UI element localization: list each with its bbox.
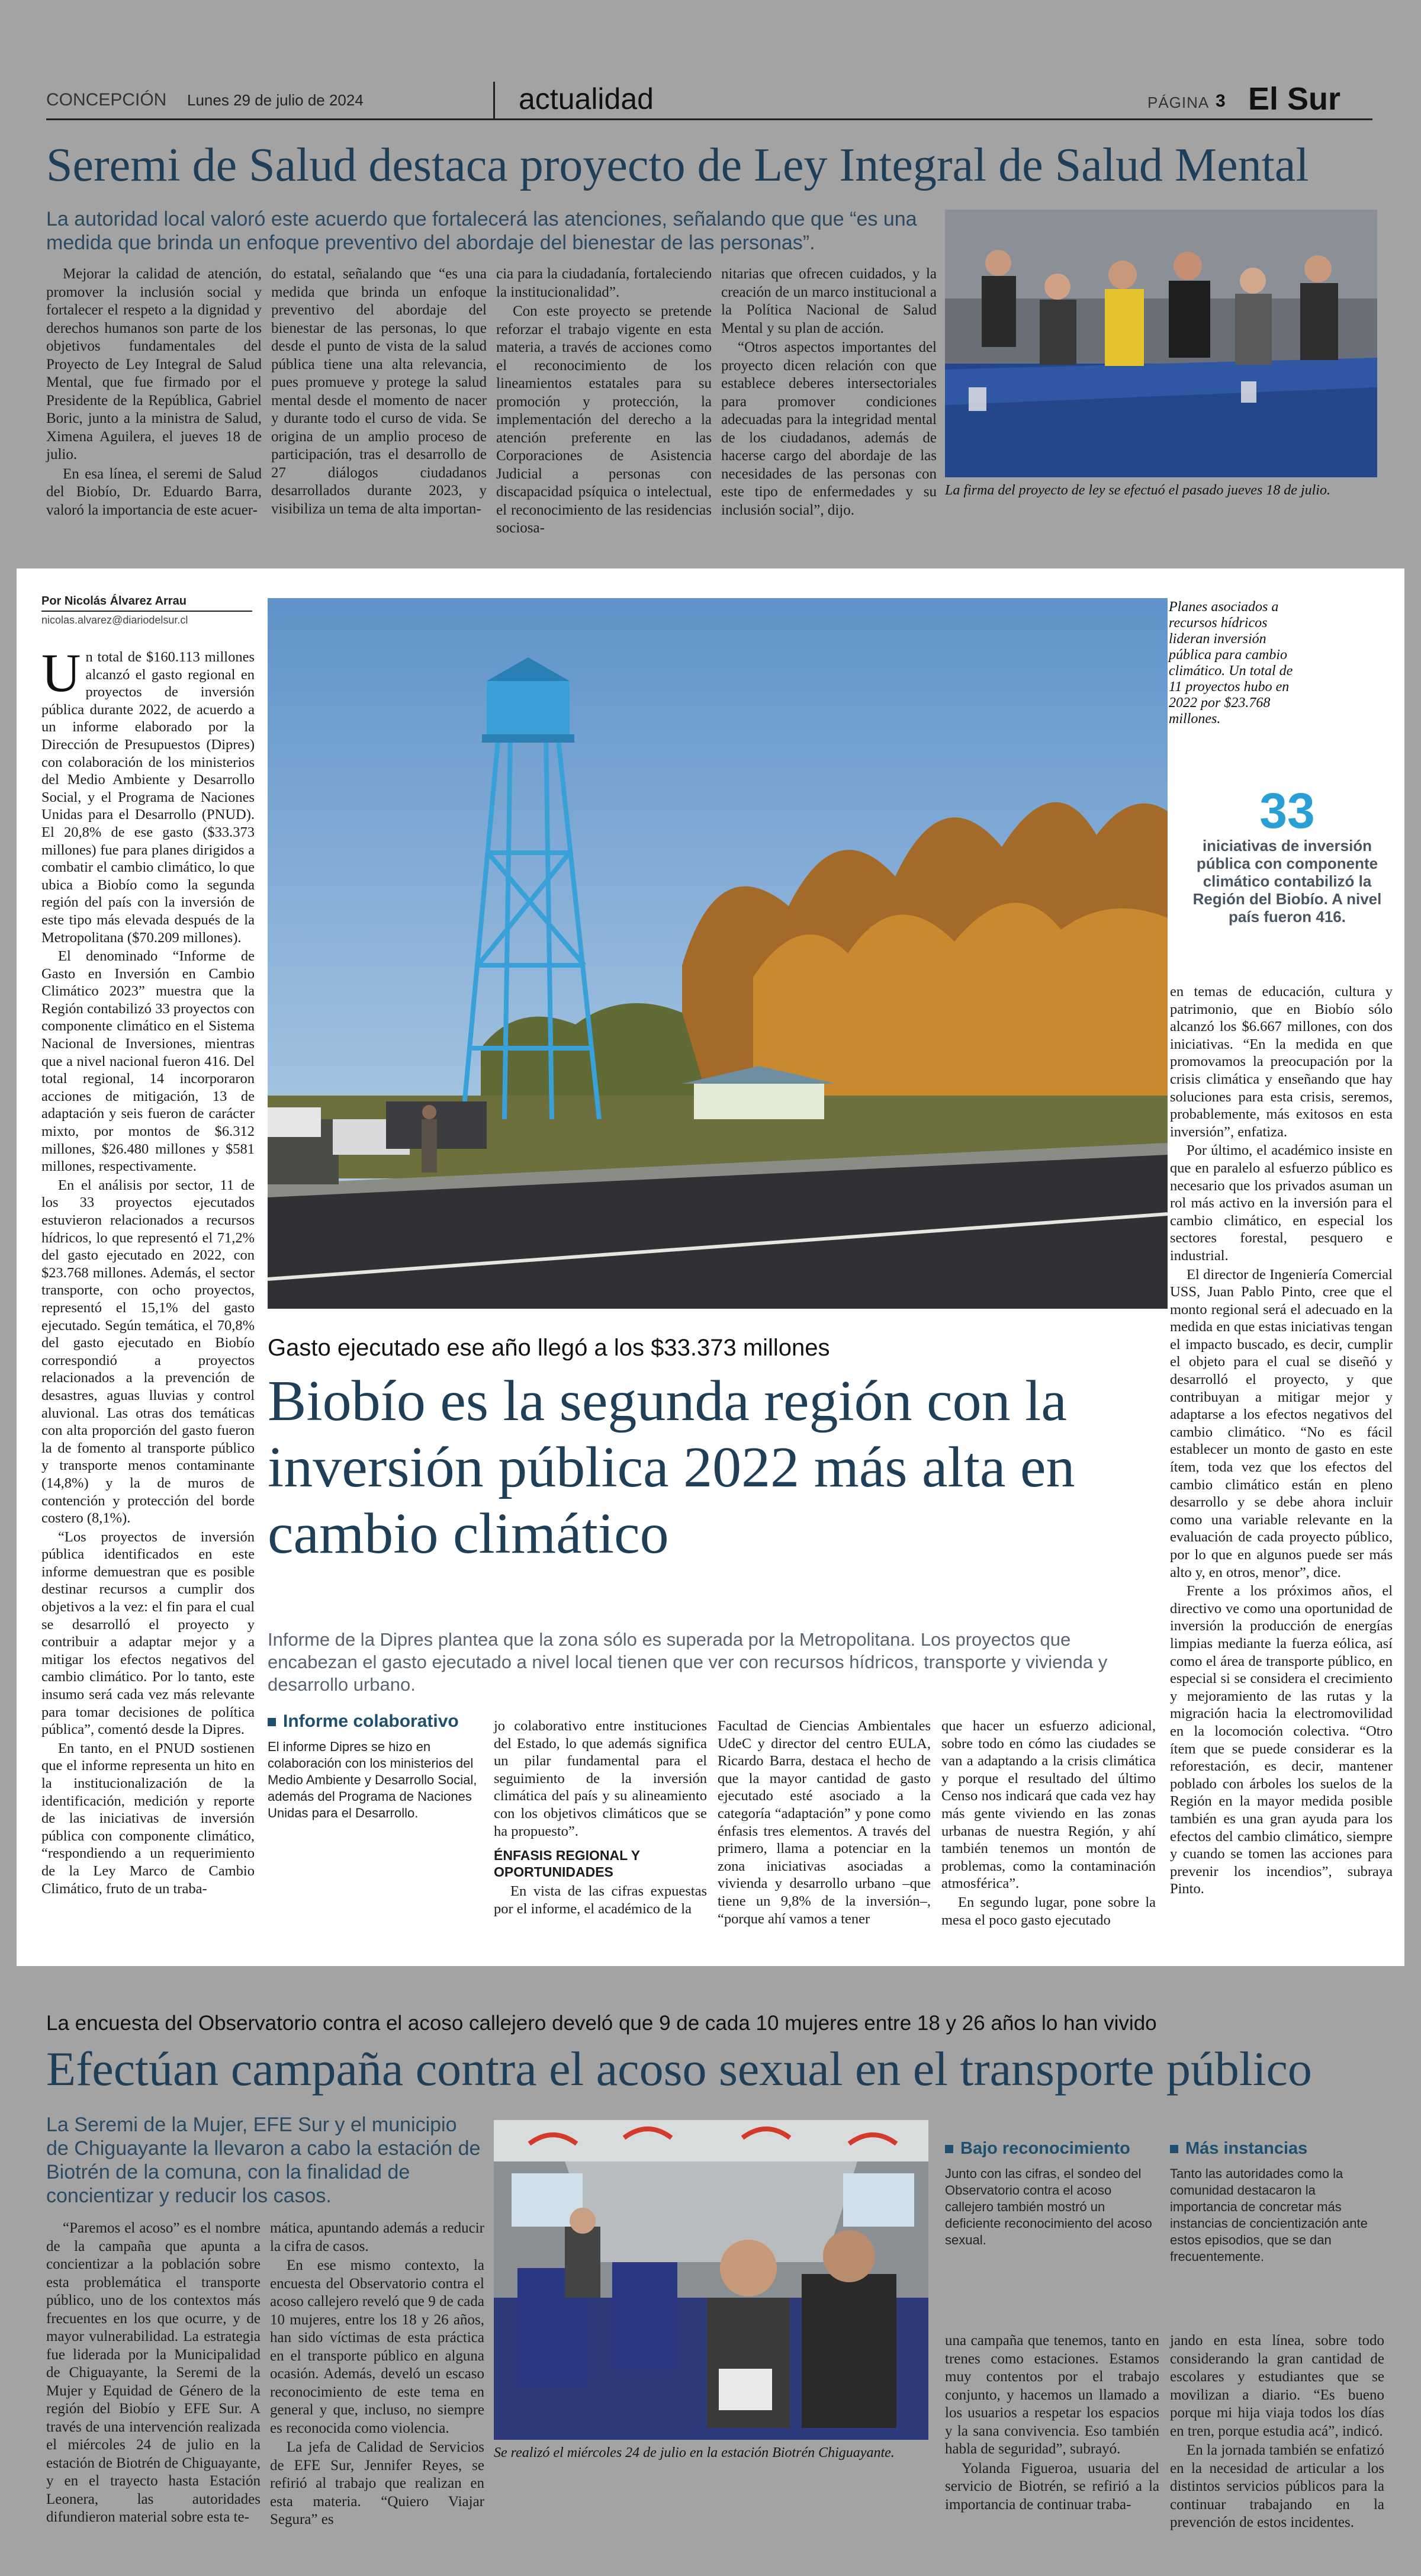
paragraph: En el análisis por sector, 11 de los 33 proyectos ejecutados estuvieron relacionados a recursos hídricos, lo que representó el 71,2% del gasto ejecutado en 2022, con $23.768 millones. Además, el sector transporte, con ocho proyectos, representó el 15,1% del gasto ejecutado. Según temática, el 70,8% del gasto ejecutado en Biobío correspondió a proyectos relacionados a la prevención de desastres, aguas lluvias y control aluvional. Las otras dos temáticas con alta proporción del gasto fueron la de fomento al transporte público y transporte menos contaminante (14,8%) y la de muros de contención y protección del borde costero (8,1%). xyxy=(41,1177,255,1527)
paragraph: jo colaborativo entre instituciones del Estado, lo que además significa un pilar fundamental para el seguimiento de la inversión climática del país y su alineamiento con los objetivos climáticos que se ha propuesto”. xyxy=(494,1718,707,1839)
paragraph-with-dropcap xyxy=(41,643,255,946)
paragraph: en temas de educación, cultura y patrimonio, que en Biobío sólo alcanzó los $6.667 millones, con dos iniciativas. “En la medida en que promovamos la preocupación por la crisis climática y enseñando que hay soluciones para esta crisis, seremos, probablemente, más exitosos en esta inversión”, enfatiza. xyxy=(1170,984,1393,1140)
info-box-title: Informe colaborativo xyxy=(283,1711,459,1731)
top-section xyxy=(0,0,1421,568)
paragraph: En tanto, en el PNUD sostienen que el informe representa un hito en la institucionalización de la identificación, medición y reporte de las iniciativas de inversión pública con componente climático, “respondiendo a un requerimiento de la Ley Marco de Cambio Climático, fruto de un traba- xyxy=(41,1740,255,1897)
paragraph: una campaña que tenemos, tanto en trenes como estaciones. Estamos muy contentos por el trabajo conjunto, y hacemos un llamado a los usuarios a respetar los espacios y la sana convivencia. Eso también habla de seguridad”, subrayó. xyxy=(945,2333,1159,2457)
water-tower-photo xyxy=(268,598,1168,1309)
paragraph: “Los proyectos de inversión pública identificados en este informe demuestran que es posible destinar recursos a cumplir dos objetivos a la vez: el fin para el cual se desarrolló el proyecto y contribuir a adaptar mejor y a mitigar los efectos negativos del cambio climático. Por lo tanto, este insumo será cada vez más relevante para tomar decisiones de política pública”, comentó desde la Dipres. xyxy=(41,1528,255,1738)
dropcap: U xyxy=(41,643,81,703)
masthead-city: CONCEPCIÓN xyxy=(46,90,167,110)
subheading: ÉNFASIS REGIONAL Y OPORTUNIDADES xyxy=(494,1848,640,1880)
masthead-page-number: 3 xyxy=(1216,91,1226,111)
article3-title: Efectúan campaña contra el acoso sexual en el transporte público xyxy=(46,2042,1312,2096)
article1-column-4 xyxy=(721,265,937,521)
info-box-text: Junto con las cifras, el sondeo del Observatorio contra el acoso callejero también mostró un deficiente reconocimiento del acoso sexual. xyxy=(945,2166,1152,2247)
paragraph: jando en esta línea, sobre todo considerando la gran cantidad de escolares y estudiantes que se movilizan a diario. “Es bueno porque mi hija viaja todos los días en tren, porque estudia acá”, indicó. xyxy=(1170,2333,1384,2439)
info-box-text: El informe Dipres se hizo en colaboración con los ministerios del Medio Ambiente y Desarrollo Social, además del Programa de Naciones Unidas para el Desarrollo. xyxy=(268,1739,477,1820)
paragraph: La jefa de Calidad de Servicios de EFE Sur, Jennifer Reyes, se refirió al trabajo que realizan en esta materia. “Quiero Viajar Segura” es xyxy=(270,2439,484,2527)
paragraph: cia para la ciudadanía, fortaleciendo la institucionalidad”. xyxy=(496,266,712,300)
bottom-section xyxy=(0,1984,1421,2576)
masthead-date: Lunes 29 de julio de 2024 xyxy=(187,91,364,109)
article1-photo-caption: La firma del proyecto de ley se efectuó el pasado jueves 18 de julio. xyxy=(945,483,1330,498)
masthead xyxy=(46,76,1372,118)
article2-kicker: Gasto ejecutado ese año llegó a los $33.373 millones xyxy=(268,1335,830,1361)
info-box-heading xyxy=(268,1711,487,1732)
article1-column-1 xyxy=(46,265,262,521)
info-box-colaborativo xyxy=(268,1711,487,1822)
article2-byline xyxy=(41,595,278,627)
stat-number: 33 xyxy=(1259,783,1315,839)
masthead-page-label: PÁGINA xyxy=(1147,94,1210,111)
train-interior-photo xyxy=(494,2120,928,2440)
info-box-text: Tanto las autoridades como la comunidad destacaron la importancia de concretar más instancias de concientización ante estos episodios, que se dan frecuentemente. xyxy=(1170,2166,1368,2264)
article2-deck: Informe de la Dipres plantea que la zona sólo es superada por la Metropolitana. Los proyectos que encabezan el gasto ejecutado a nivel local tienen que ver con recursos hídricos, transporte y vivienda y desarrollo urbano. xyxy=(268,1629,1108,1695)
paragraph: Frente a los próximos años, el directivo ve como una oportunidad de inversión la producción de energías limpias mediante la fuerza eólica, así como el área de transporte público, en especial si se considera el crecimiento y mejoramiento de las rutas y la migración hacia la electromovilidad en la locomoción colectiva. “Otro ítem que se puede considerar es la reforestación, es decir, mantener poblado con árboles los suelos de la Región en la mayor medida posible también es una gran ayuda para los efectos del cambio climático, siempre y cuando se tomen las acciones para prevenir los incendios”, subraya Pinto. xyxy=(1170,1583,1393,1897)
bullet-icon xyxy=(945,2145,953,2153)
meeting-photo xyxy=(945,210,1377,477)
article1-column-2 xyxy=(271,265,487,519)
article3-column-4 xyxy=(1170,2332,1384,2533)
paragraph: do estatal, señalando que “es una medida que brinda un enfoque preventivo del abordaje del bienestar de las personas, lo que desde el punto de vista de la salud pública tiene una alta relevancia, pues promueve y protege la salud mental desde el momento de nacer y durante todo el curso de vida. Se origina de un amplio proceso de participación, tras el desarrollo de 27 diálogos ciudadanos desarrollados durante 2023, y visibiliza un tema de alta importan- xyxy=(271,266,487,517)
article3-column-2 xyxy=(270,2220,484,2530)
paragraph: mática, apuntando además a reducir la cifra de casos. xyxy=(270,2220,484,2254)
article2-column-b xyxy=(494,1717,707,1919)
info-box-heading xyxy=(945,2139,1160,2159)
info-box-title: Más instancias xyxy=(1185,2139,1308,2158)
article3-photo-caption: Se realizó el miércoles 24 de julio en la estación Biotrén Chiguayante. xyxy=(494,2445,895,2461)
paragraph: En ese mismo contexto, la encuesta del Observatorio contra el acoso callejero reveló que 9 de cada 10 mujeres, entre los 18 y 26 años, han sido víctimas de esta práctica en el transporte público en alguna ocasión. Además, develó un escaso reconocimiento de este tema en general y que, incluso, no siempre es reconocida como violencia. xyxy=(270,2257,484,2436)
article2-lead-column xyxy=(41,643,255,1899)
info-box-heading xyxy=(1170,2139,1385,2159)
stat-callout xyxy=(1181,785,1394,926)
article1-column-3 xyxy=(496,265,712,539)
info-box-mas-instancias xyxy=(1170,2139,1385,2265)
article2-column-c xyxy=(718,1717,931,1929)
paragraph: nitarias que ofrecen cuidados, y la creación de un marco institucional a la Política Nacional de Salud Mental y su plan de acción. xyxy=(721,266,937,336)
paragraph: Por último, el académico insiste en que en paralelo al esfuerzo público es necesario que los privados asuman un rol más activo en la inversión para el cambio climático, en especial los sectores forestal, pesquero e industrial. xyxy=(1170,1142,1393,1264)
article2-title: Biobío es la segunda región con la inversión pública 2022 más alta en cambio climático xyxy=(268,1369,1075,1566)
paragraph: En vista de las cifras expuestas por el informe, el académico de la xyxy=(494,1883,707,1917)
byline-email: nicolas.alvarez@diariodelsur.cl xyxy=(41,614,188,626)
paragraph: “Paremos el acoso” es el nombre de la campaña que apunta a concientizar a la población sobre esta problemática el transporte público, uno de los contextos más frecuentes en los que ocurre, y de mayor vulnerabilidad. La estrategia fue liderada por la Municipalidad de Chiguayante, la Seremi de la Mujer y Equidad de Género de la región del Biobío y EFE Sur. A través de una intervención realizada el miércoles 24 de julio en la estación de Biotrén de Chiguayante, y en el trayecto hasta Estación Leonera, las autoridades difundieron material sobre esta te- xyxy=(46,2220,261,2525)
bullet-icon xyxy=(1170,2145,1178,2153)
masthead-rule xyxy=(46,118,1372,120)
article2-right-column xyxy=(1170,983,1393,1899)
paragraph: En la jornada también se enfatizó en la necesidad de articular a los distintos servicios públicos para la continuar trabajando en la prevención de estos incidentes. xyxy=(1170,2442,1384,2530)
article2-column-d xyxy=(941,1717,1156,1930)
article3-column-1 xyxy=(46,2220,261,2528)
article1-deck: La autoridad local valoró este acuerdo que fortalecerá las atenciones, señalando que que “es una medida que brinda un enfoque preventivo del abordaje del bienestar de las personas”. xyxy=(46,208,917,254)
masthead-paper-name: El Sur xyxy=(1248,81,1341,117)
article3-deck: La Seremi de la Mujer, EFE Sur y el municipio de Chiguayante la llevaron a cabo la estación de Biotrén de la comuna, con la finalidad de concientizar y reducir los casos. xyxy=(46,2114,481,2207)
paragraph: Con este proyecto se pretende reforzar el trabajo vigente en esta materia, a través de acciones como el reconocimiento de los lineamientos estatales para su promoción y protección, la implementación del derecho a la atención preferente en las Corporaciones de Asistencia Judicial a personas con discapacidad psíquica o intelectual, el reconocimiento de las residencias sociosa- xyxy=(496,303,712,536)
article3-kicker: La encuesta del Observatorio contra el acoso callejero develó que 9 de cada 10 mujeres entre 18 y 26 años lo han vivido xyxy=(46,2012,1157,2035)
bullet-icon xyxy=(268,1718,276,1726)
paragraph: En esa línea, el seremi de Salud del Biobío, Dr. Eduardo Barra, valoró la importancia de este acuer- xyxy=(46,465,262,518)
paragraph: Facultad de Ciencias Ambientales UdeC y director del centro EULA, Ricardo Barra, destaca el hecho de que la mayor cantidad de gasto ejecutado esté asociado a la categoría “adaptación” y pone como énfasis tres elementos. A través del primero, llama a potenciar en la zona iniciativas asociadas a vivienda y desarrollo urbano –que tiene un 9,8% de la inversión–, “porque ahí vamos a tener xyxy=(718,1718,931,1927)
article3-photo xyxy=(494,2120,928,2440)
article1-title: Seremi de Salud destaca proyecto de Ley Integral de Salud Mental xyxy=(46,139,1309,191)
paragraph: El director de Ingeniería Comercial USS, Juan Pablo Pinto, cree que el monto regional será el adecuado en la medida en que estas iniciativas tengan el impacto buscado, es decir, cumplir el objeto para el cual se diseñó y desarrolló el proyecto, y que contribuyan a mitigar mejor y adaptarse a los efectos negativos del cambio climático. “No es fácil establecer un monto de gasto en este ítem, toda vez que los efectos del cambio climático están en pleno desarrollo y se debe ahora incluir como una variable relevante en la evaluación de cada proyecto público, por lo que en algunos puede ser más alto y, en otros, menor”, dice. xyxy=(1170,1266,1393,1581)
paragraph: Yolanda Figueroa, usuaria del servicio de Biotrén, se refirió a la importancia de continuar traba- xyxy=(945,2460,1159,2513)
paragraph: “Otros aspectos importantes del proyecto dicen relación con que establece deberes intersectoriales para promover condiciones adecuadas para la integridad mental de los ciudadanos, además de hacerse cargo del abordaje de las necesidades de las personas con este tipo de enfermedades y su inclusión social”, dijo. xyxy=(721,339,937,518)
byline-name: Por Nicolás Álvarez Arrau xyxy=(41,595,187,608)
paragraph: Mejorar la calidad de atención, promover la inclusión social y fortalecer el respeto a la dignidad y derechos humanos son parte de los objetivos fundamentales del Proyecto de Ley Integral de Salud Mental, que fue firmado por el Presidente de la República, Gabriel Boric, junto a la ministra de Salud, Ximena Aguilera, el jueves 18 de julio. xyxy=(46,266,262,462)
masthead-divider xyxy=(493,82,495,118)
paragraph: que hacer un esfuerzo adicional, sobre todo en cómo las ciudades se van a adaptando a la crisis climática y porque el resultado del último Censo nos indicará que cada vez hay más gente viviendo en las zonas urbanas de nuestra Región, y ahí también tenemos un montón de problemas, como la contaminación atmosférica”. xyxy=(941,1718,1156,1892)
lead-text: n total de $160.113 millones alcanzó el gasto regional en proyectos de inversión pública durante 2022, de acuerdo a un informe elaborado por la Dirección de Presupuestos (Dipres) con colaboración de los ministerios del Medio Ambiente y Desarrollo Social, y el Programa de Naciones Unidas para el Desarrollo (PNUD). El 20,8% de ese gasto ($33.373 millones) fue para planes dirigidos a combatir el cambio climático, lo que ubica a Biobío como la segunda región del país con la inversión de este tipo más elevada después de la Metropolitana ($70.209 millones). xyxy=(41,649,255,946)
masthead-section: actualidad xyxy=(519,82,654,115)
article3-column-3 xyxy=(945,2332,1159,2515)
byline-rule xyxy=(41,611,252,612)
article2-panel xyxy=(17,568,1404,1966)
paragraph: El denominado “Informe de Gasto en Inversión en Cambio Climático 2023” muestra que la Región contabilizó 33 proyectos con componente climático en el Sistema Nacional de Inversiones, mientras que a nivel nacional fueron 416. Del total regional, 14 incorporaron acciones de mitigación, 13 de adaptación y seis fueron de carácter mixto, por montos de $6.312 millones, $26.480 millones y $581 millones, respectivamente. xyxy=(41,948,255,1175)
info-box-bajo-reconocimiento xyxy=(945,2139,1160,2249)
article1-photo xyxy=(945,210,1377,477)
info-box-title: Bajo reconocimiento xyxy=(960,2139,1130,2158)
article2-photo xyxy=(268,598,1168,1309)
stat-text: iniciativas de inversión pública con componente climático contabilizó la Región del Biobío. A nivel país fueron 416. xyxy=(1192,837,1382,926)
article2-photo-caption: Planes asociados a recursos hídricos lideran inversión pública para cambio climático. Un total de 11 proyectos hubo en 2022 por $23.768 millones. xyxy=(1169,599,1293,727)
paragraph: En segundo lugar, pone sobre la mesa el poco gasto ejecutado xyxy=(941,1894,1156,1928)
